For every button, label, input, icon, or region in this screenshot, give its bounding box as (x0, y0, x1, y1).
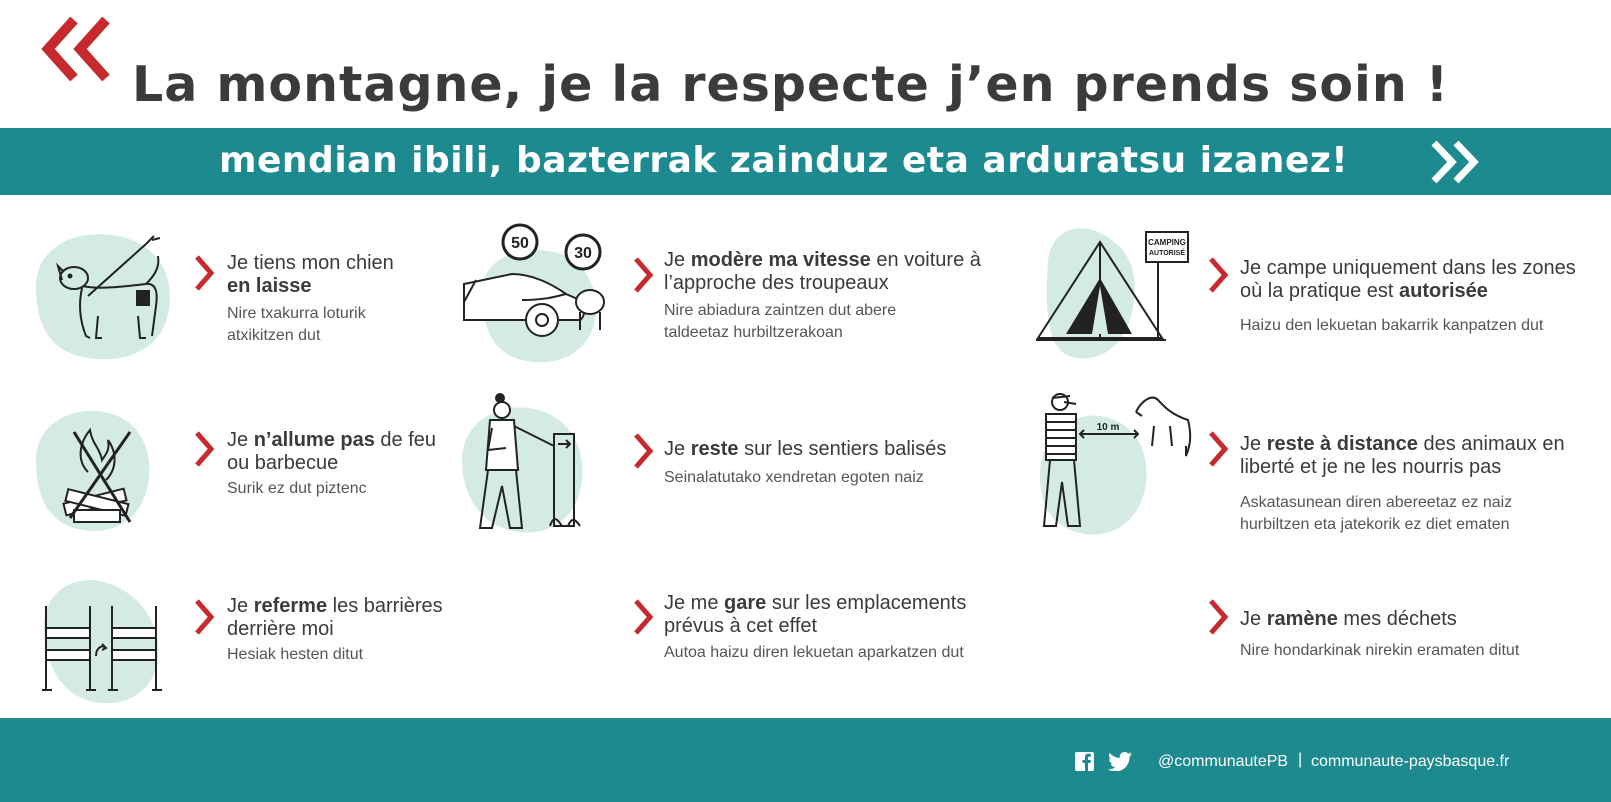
dog-on-leash-icon (28, 226, 178, 366)
item-text-fr: Je tiens mon chien en laisse (227, 252, 394, 297)
tent-camping-icon (1036, 222, 1196, 368)
right-quote-icon (1430, 140, 1480, 184)
item-text-fr: Je reste à distance des animaux en liberté et je ne les nourris pas (1240, 433, 1565, 478)
chevron-right-icon (1207, 256, 1229, 294)
item-text-eu: Seinalatutako xendretan egoten naiz (664, 469, 924, 486)
marked-trail-icon (458, 390, 606, 540)
item-text-fr: Je reste sur les sentiers balisés (664, 438, 947, 460)
speed-sign-50: 50 (511, 235, 529, 252)
left-quote-icon (40, 16, 114, 86)
chevron-right-icon (632, 256, 654, 294)
item-text-eu: Hesiak hesten ditut (227, 646, 364, 663)
keep-distance-horse-icon (1030, 386, 1196, 542)
chevron-right-icon (193, 254, 215, 292)
item-text-fr: Je me gare sur les emplacements prévus à cet effet (664, 592, 967, 637)
camping-sign-label: CAMPING (1148, 238, 1186, 247)
close-gate-icon (40, 570, 170, 708)
chevron-right-icon (193, 598, 215, 636)
chevron-right-icon (632, 598, 654, 636)
item-text-eu: Nire txakurra loturik atxikitzen dut (227, 305, 366, 344)
item-text-eu: Surik ez dut piztenc (227, 480, 367, 497)
autorise-sign-label: AUTORISÉ (1148, 250, 1186, 257)
chevron-right-icon (1207, 430, 1229, 468)
car-speed-sheep-icon (462, 222, 612, 370)
speed-sign-30: 30 (574, 245, 592, 262)
item-text-eu: Nire hondarkinak nirekin eramaten ditut (1240, 642, 1520, 659)
item-text-eu: Nire abiadura zaintzen dut abere taldeetaz hurbiltzerakoan (664, 302, 897, 341)
item-text-fr: Je campe uniquement dans les zones où la pratique est autorisée (1240, 257, 1576, 302)
item-text-fr: Je modère ma vitesse en voiture à l’approche des troupeaux (664, 249, 981, 294)
twitter-handle[interactable]: @communautePB (1158, 753, 1289, 770)
chevron-right-icon (1207, 598, 1229, 636)
twitter-icon[interactable] (1108, 752, 1132, 771)
item-text-eu: Autoa haizu diren lekuetan aparkatzen dut (664, 644, 964, 661)
page-subtitle: mendian ibili, bazterrak zainduz eta arduratsu izanez! (219, 140, 1349, 181)
website-link[interactable]: communaute-paysbasque.fr (1311, 753, 1510, 770)
footer-separator: | (1298, 751, 1303, 768)
distance-label: 10 m (1096, 422, 1120, 433)
chevron-right-icon (632, 432, 654, 470)
item-text-fr: Je referme les barrières derrière moi (227, 595, 443, 640)
item-text-fr: Je n’allume pas de feu ou barbecue (227, 429, 437, 474)
chevron-right-icon (193, 430, 215, 468)
page-title: La montagne, je la respecte j’en prends soin ! (132, 56, 1450, 113)
no-fire-icon (30, 400, 160, 540)
item-text-eu: Askatasunean diren abereetaz ez naiz hurbiltzen eta jatekorik ez diet ematen (1240, 494, 1513, 533)
item-text-eu: Haizu den lekuetan bakarrik kanpatzen dut (1240, 317, 1544, 334)
item-text-fr: Je ramène mes déchets (1240, 608, 1457, 630)
facebook-icon[interactable] (1075, 752, 1094, 771)
